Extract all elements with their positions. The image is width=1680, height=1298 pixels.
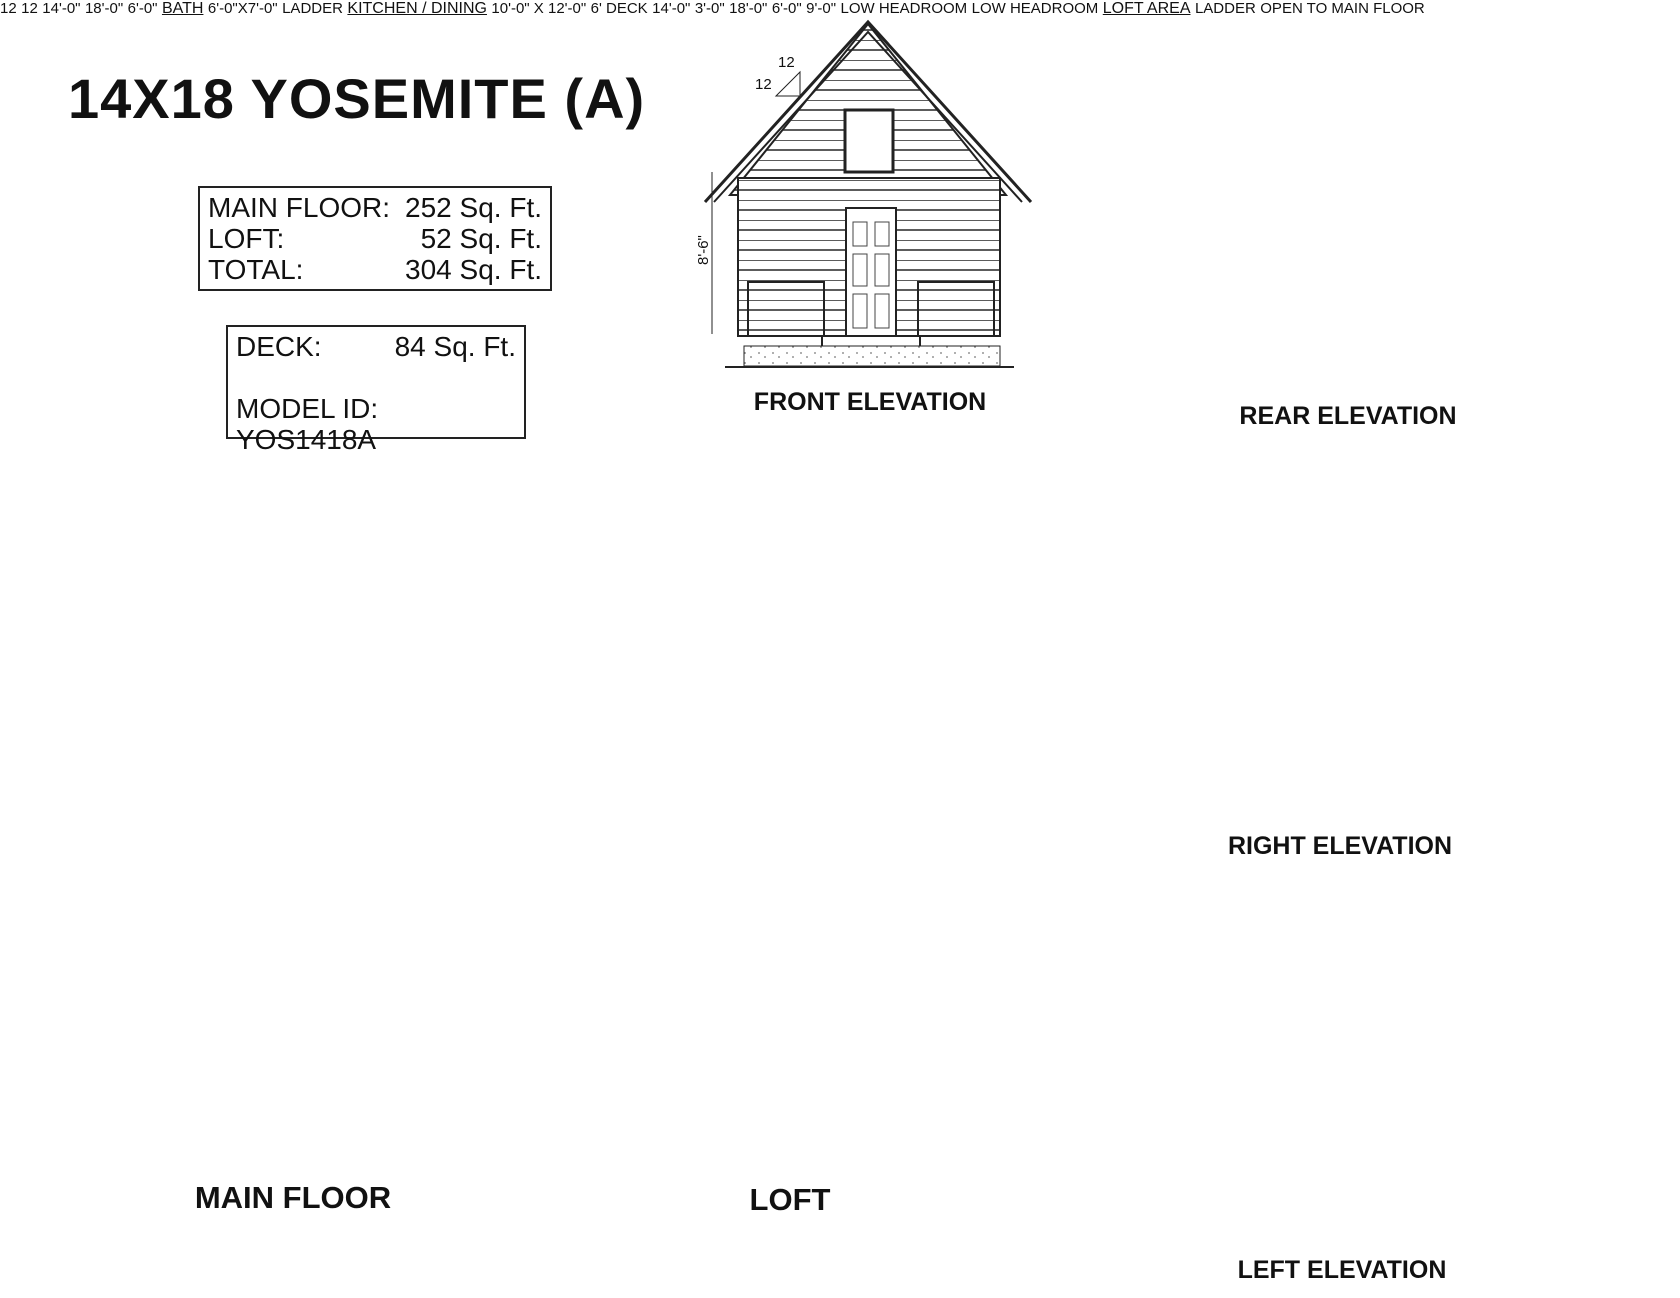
front-elevation-label: FRONT ELEVATION <box>753 388 987 416</box>
front-railing-right <box>918 282 994 336</box>
open-to-main-label: OPEN TO MAIN FLOOR <box>1260 0 1425 17</box>
kitchen-label: KITCHEN / DINING <box>347 0 487 17</box>
deck-label: DECK: <box>236 331 322 362</box>
front-pitch-symbol <box>776 72 800 96</box>
rear-pitch-run: 12 <box>0 0 17 17</box>
loft-area-label: LOFT AREA <box>1102 0 1191 17</box>
bath-size: 6'-0"X7'-0" <box>207 0 278 17</box>
deck-label: 6' DECK <box>590 0 648 17</box>
loft-dim: 9'-0" <box>806 0 837 17</box>
loft-ladder-label: LADDER <box>1194 0 1256 17</box>
area-value: 252 Sq. Ft. <box>405 192 542 223</box>
area-label: TOTAL: <box>208 254 304 285</box>
loft-depth-dim: 18'-0" <box>729 0 768 17</box>
front-foundation <box>744 346 1000 366</box>
low-headroom-label-left: LOW HEADROOM <box>840 0 968 17</box>
left-elevation-label: LEFT ELEVATION <box>1237 1256 1447 1284</box>
rear-pitch-rise: 12 <box>21 0 38 17</box>
main-floor-label: MAIN FLOOR <box>194 1180 392 1215</box>
front-gable-window <box>845 110 893 172</box>
front-pitch-rise: 12 <box>755 76 772 93</box>
loft-overhang-dim: 3'-0" <box>694 0 725 17</box>
loft-label: LOFT <box>749 1182 831 1217</box>
loft-width-dim: 14'-0" <box>652 0 691 17</box>
deck-value: 84 Sq. Ft. <box>394 331 516 362</box>
main-width-dim: 14'-0" <box>42 0 81 17</box>
kitchen-size: 10'-0" X 12'-0" <box>491 0 587 17</box>
page-title: 14X18 YOSEMITE (A) <box>68 67 646 130</box>
front-railing-left <box>748 282 824 336</box>
area-value: 304 Sq. Ft. <box>405 254 542 285</box>
area-label: MAIN FLOOR: <box>208 192 391 223</box>
loft-deck-dim: 6'-0" <box>771 0 802 17</box>
low-headroom-label-right: LOW HEADROOM <box>971 0 1099 17</box>
area-value: 52 Sq. Ft. <box>420 223 542 254</box>
area-label: LOFT: <box>208 223 285 254</box>
main-deck-dim: 6'-0" <box>127 0 158 17</box>
front-elevation <box>695 22 1031 367</box>
rear-elevation-label: REAR ELEVATION <box>1239 402 1457 430</box>
main-depth-dim: 18'-0" <box>84 0 124 17</box>
front-height-dim: 8'-6" <box>695 235 712 265</box>
front-pitch-run: 12 <box>778 54 795 71</box>
bath-label: BATH <box>161 0 204 17</box>
right-elevation-label: RIGHT ELEVATION <box>1227 832 1453 860</box>
main-ladder-label: LADDER <box>282 0 343 17</box>
model-id: MODEL ID: YOS1418A <box>236 393 379 455</box>
